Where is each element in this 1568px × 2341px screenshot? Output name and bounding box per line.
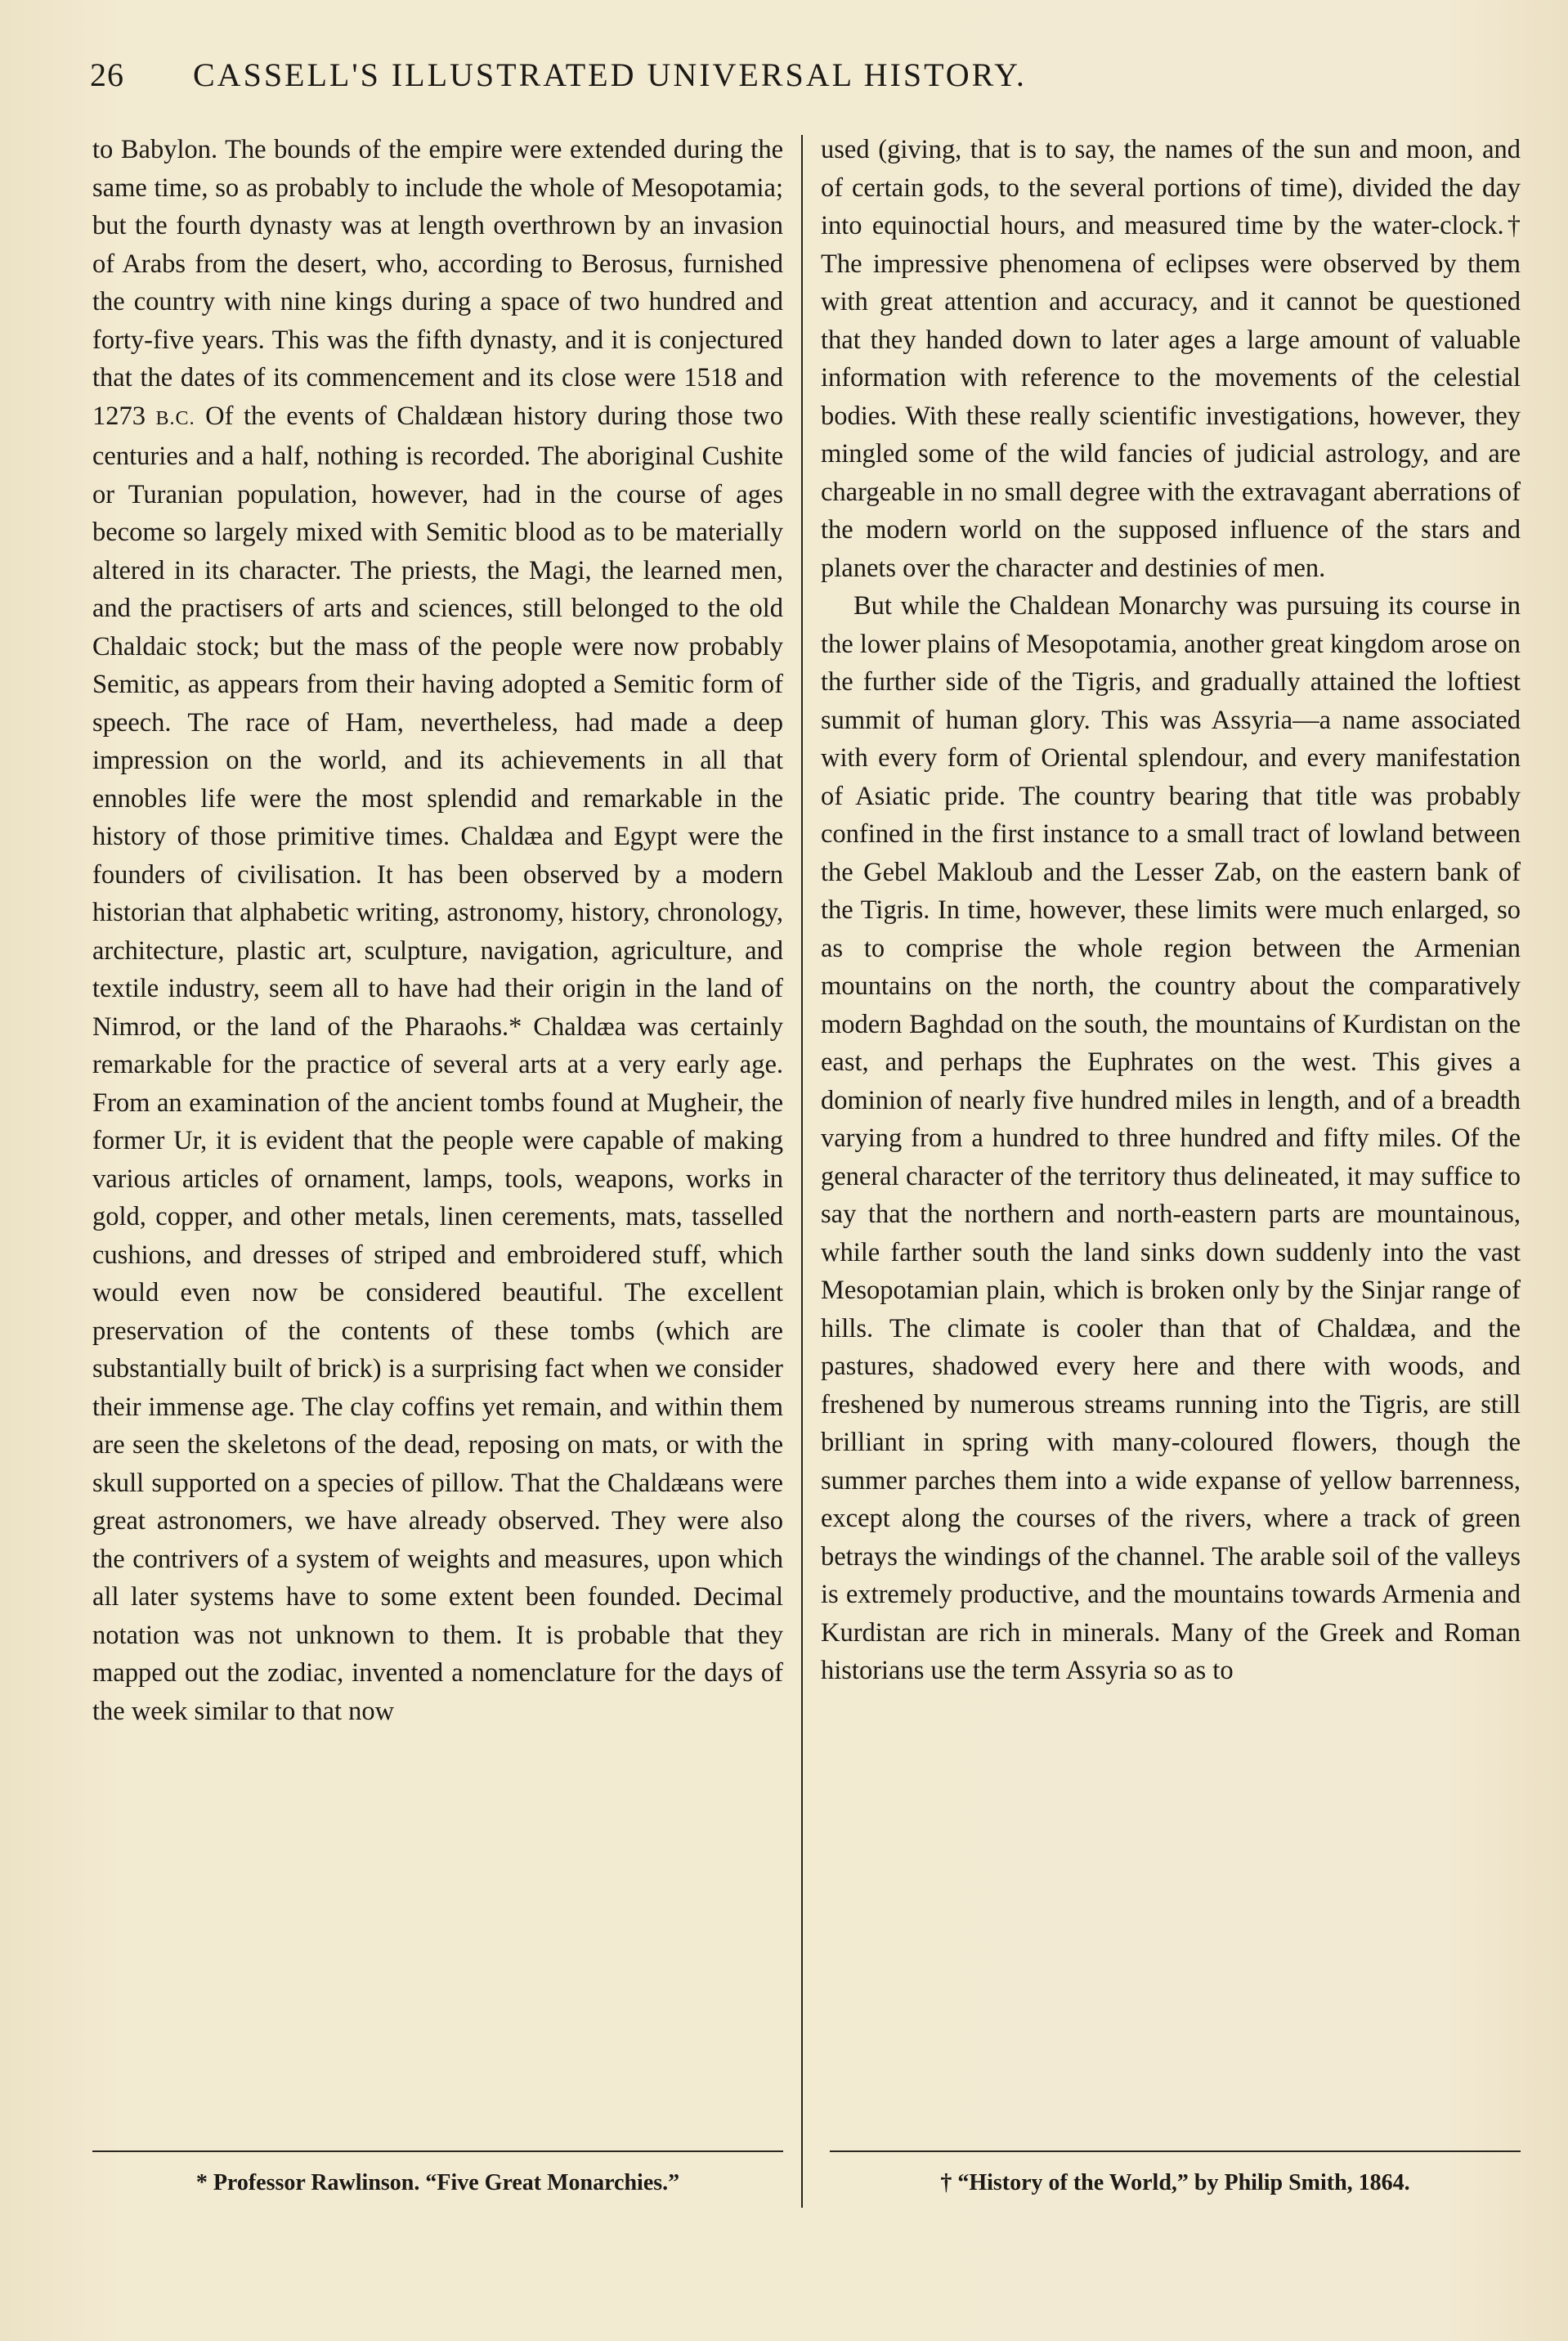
right-column — [821, 131, 1521, 2118]
footnote-rule-right — [830, 2150, 1521, 2152]
page-number: 26 — [90, 56, 124, 93]
left-paragraph-1 — [92, 131, 783, 1730]
right-paragraph-1: used (giving, that is to say, the names of the sun and moon, and of certain gods, to the several portions of time), divided the day into equinoctial hours, and measured time by the water-clock.† The impressive phenomena of eclipses were observed by them with great attention and accuracy, and it cannot be questioned that they handed down to later ages a large amount of valuable information with reference to the movements of the celestial bodies. With these really scientific investigations, however, they mingled some of the wild fancies of judicial astrology, and are chargeable in no small degree with the extravagant aberrations of the modern world on the supposed influence of the stars and planets over the character and destinies of men. — [821, 135, 1521, 583]
footnote-left: * Professor Rawlinson. “Five Great Monarchies.” — [195, 2170, 680, 2195]
bc-abbreviation: B.C. — [155, 407, 195, 429]
footnote-right: † “History of the World,” by Philip Smith, 1864. — [940, 2170, 1410, 2195]
left-column — [92, 131, 783, 2118]
footnote-rule-left — [92, 2150, 783, 2152]
right-paragraph-2: But while the Chaldean Monarchy was pursuing its course in the lower plains of Mesopotamia, another great kingdom arose on the further side of the Tigris, and gradually attained the loftiest summit of human glory. This was Assyria—a name associated with every form of Oriental splendour, and every manifestation of Asiatic pride. The country bearing that title was probably confined in the first instance to a small tract of lowland between the Gebel Makloub and the Lesser Zab, on the eastern bank of the Tigris. In time, however, these limits were much enlarged, so as to comprise the whole region between the Armenian mountains on the north, the country about the comparatively modern Baghdad on the south, the mountains of Kurdistan on the east, and perhaps the Euphrates on the west. This gives a dominion of nearly five hundred miles in length, and of a breadth varying from a hundred to three hundred and fifty miles. Of the general character of the territory thus delineated, it may suffice to say that the northern and north-eastern parts are mountainous, while farther south the land sinks down suddenly into the vast Mesopotamian plain, which is broken only by the Sinjar range of hills. The climate is cooler than that of Chaldæa, and the pastures, shadowed every here and there with woods, and freshened by numerous streams running into the Tigris, are still brilliant in spring with many-coloured flowers, though the summer parches them into a wide expanse of yellow barrenness, except along the courses of the rivers, where a track of green betrays the windings of the channel. The arable soil of the valleys is extremely productive, and the mountains towards Armenia and Kurdistan are rich in minerals. Many of the Greek and Roman historians use the term Assyria so as to — [821, 591, 1521, 1685]
left-paragraph-1-text-b: Of the events of Chaldæan history during those two centuries and a half, nothing is recorded. The aboriginal Cushite or Turanian population, however, had in the course of ages become so largely mixed with Semitic blood as to be materially altered in its character. The priests, the Magi, the learned men, and the practisers of arts and sciences, still belonged to the old Chaldaic stock; but the mass of the people were now probably Semitic, as appears from their having adopted a Semitic form of speech. The race of Ham, nevertheless, had made a deep impression on the world, and its achievements in all that ennobles life were the most splendid and remarkable in the history of those primitive times. Chaldæa and Egypt were the founders of civilisation. It has been observed by a modern historian that alphabetic writing, astronomy, history, chronology, architecture, plastic art, sculpture, navigation, agriculture, and textile industry, seem all to have had their origin in the land of Nimrod, or the land of the Pharaohs.* Chaldæa was certainly remarkable for the practice of several arts at a very early age. From an examination of the ancient tombs found at Mugheir, the former Ur, it is evident that the people were capable of making various articles of ornament, lamps, tools, weapons, works in gold, copper, and other metals, linen cerements, mats, tasselled cushions, and dresses of striped and embroidered stuff, which would even now be considered beautiful. The excellent preservation of the contents of these tombs (which are substantially built of brick) is a surprising fact when we consider their immense age. The clay coffins yet remain, and within them are seen the skeletons of the dead, reposing on mats, or with the skull supported on a species of pillow. That the Chaldæans were great astronomers, we have already observed. They were also the contrivers of a system of weights and measures, upon which all later systems have to some extent been founded. Decimal notation was not unknown to them. It is probable that they mapped out the zodiac, invented a nomenclature for the days of the week similar to that now — [92, 401, 784, 1726]
left-paragraph-1-text-a: to Babylon. The bounds of the empire were extended during the same time, so as probably to include the whole of Mesopotamia; but the fourth dynasty was at length overthrown by an invasion of Arabs from the desert, who, according to Berosus, furnished the country with nine kings during a space of two hundred and forty-five years. This was the fifth dynasty, and it is conjectured that the dates of its commencement and its close were 1518 and 1273 — [92, 135, 783, 431]
page-header — [90, 56, 1234, 105]
running-title: CASSELL'S ILLUSTRATED UNIVERSAL HISTORY. — [193, 56, 1027, 93]
column-divider — [801, 135, 803, 2208]
